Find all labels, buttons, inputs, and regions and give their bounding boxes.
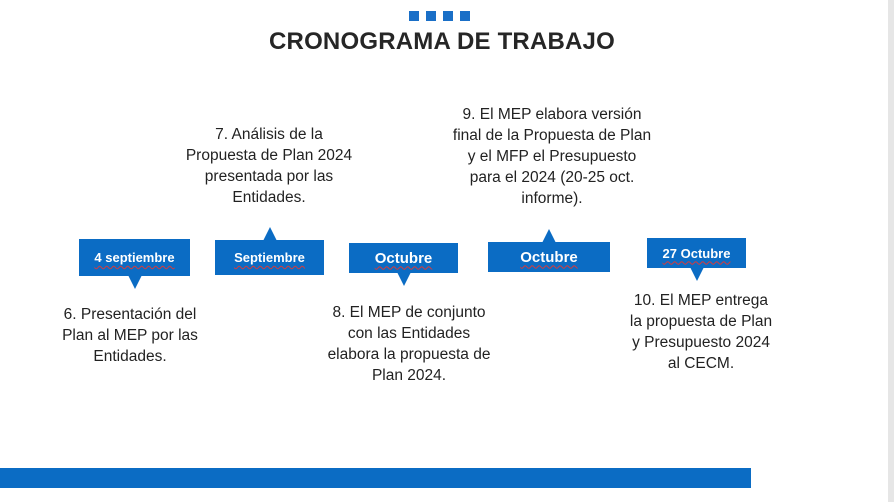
slide-right-edge [888, 0, 894, 502]
date-label: Octubre [520, 248, 578, 266]
date-box-octubre-1 [349, 243, 458, 273]
milestone-9-text: 9. El MEP elabora versión final de la Propuesta de Plan y el MFP el Presupuesto para el 2024 (20-25 oct. informe). [452, 106, 652, 207]
date-box-4-septiembre [79, 239, 190, 276]
bottom-bar [0, 468, 751, 488]
date-box-septiembre [215, 240, 324, 275]
milestone-6-text: 6. Presentación del Plan al MEP por las Entidades. [62, 306, 198, 365]
date-box-27-octubre [647, 238, 746, 268]
date-box-octubre-2 [488, 242, 610, 272]
square-3 [443, 11, 453, 21]
date-label: Septiembre [234, 250, 305, 265]
date-label: 27 Octubre [662, 245, 731, 261]
square-4 [460, 11, 470, 21]
date-label: Octubre [374, 249, 433, 267]
milestone-10-text: 10. El MEP entrega la propuesta de Plan y Presupuesto 2024 al CECM. [629, 292, 773, 372]
page-title: CRONOGRAMA DE TRABAJO [269, 28, 615, 55]
date-label: 4 septiembre [94, 250, 175, 265]
square-1 [409, 11, 419, 21]
square-2 [426, 11, 436, 21]
milestone-8-text: 8. El MEP de conjunto con las Entidades elabora la propuesta de Plan 2024. [327, 304, 491, 384]
milestone-7-text: 7. Análisis de la Propuesta de Plan 2024 presentada por las Entidades. [185, 126, 353, 206]
decorative-squares [409, 11, 470, 21]
